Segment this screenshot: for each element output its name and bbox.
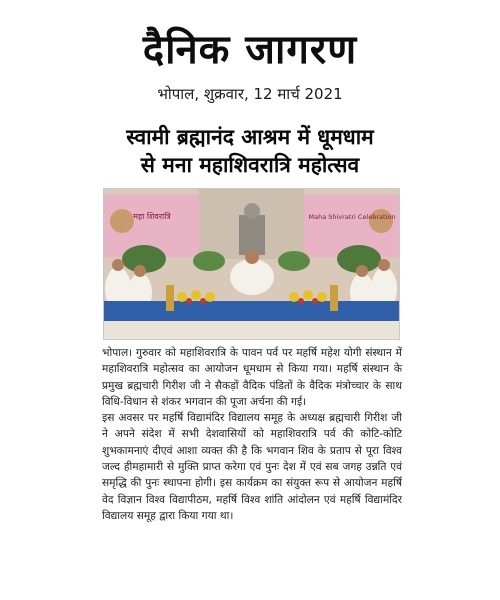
article-headline bbox=[40, 123, 460, 179]
banner-left-text: महा शिवरात्रि bbox=[133, 212, 171, 221]
article-body bbox=[102, 345, 402, 524]
dateline: भोपाल, शुक्रवार, 12 मार्च 2021 bbox=[157, 85, 343, 103]
newspaper-masthead: दैनिक जागरण bbox=[142, 27, 358, 73]
article-paragraph-2: इस अवसर पर महर्षि विद्यामंदिर विद्यालय समूह के अध्यक्ष ब्रह्मचारी गिरीश जी ने अपने संदेश में सभी देशवासियों को महाशिवरात्रि पर्व की कोटि-कोटि शुभकामनाएं दीएवं आशा व्यक्त की है कि भगवान शिव के प्रताप से पूरा विश्व जल्द हीमहामारी से मुक्ति प्राप्त करेगा एवं पुनः देश में एवं सब जगह उन्नति एवं समृद्धि की पुनः स्थापना होगी। इस कार्यक्रम का संयुक्त रूप से आयोजन महर्षि वेद विज्ञान विश्व विद्यापीठम, महर्षि विश्व शांति आंदोलन एवं महर्षि विद्यामंदिर विद्यालय समूह द्वारा किया गया था। bbox=[102, 412, 402, 522]
ceremony-photo-illustration bbox=[104, 189, 399, 339]
banner-right-text: Maha Shivratri Celebration bbox=[308, 213, 396, 221]
article-photo bbox=[103, 188, 400, 340]
headline-line-1: स्वामी ब्रह्मानंद आश्रम में धूमधाम bbox=[126, 125, 374, 149]
headline-line-2: से मना महाशिवरात्रि महोत्सव bbox=[140, 153, 360, 177]
article-paragraph-1: भोपाल। गुरुवार को महाशिवरात्रि के पावन पर्व पर महर्षि महेश योगी संस्थान में महाशिवरात्रि महोत्सव का आयोजन धूमधाम से किया गया। महर्षि संस्थान के प्रमुख ब्रह्मचारी गिरीश जी ने सैकड़ों वैदिक पंडितों के वैदिक मंत्रोच्चार के साथ विधि-विधान से शंकर भगवान की पूजा अर्चना की गई। bbox=[102, 347, 402, 408]
